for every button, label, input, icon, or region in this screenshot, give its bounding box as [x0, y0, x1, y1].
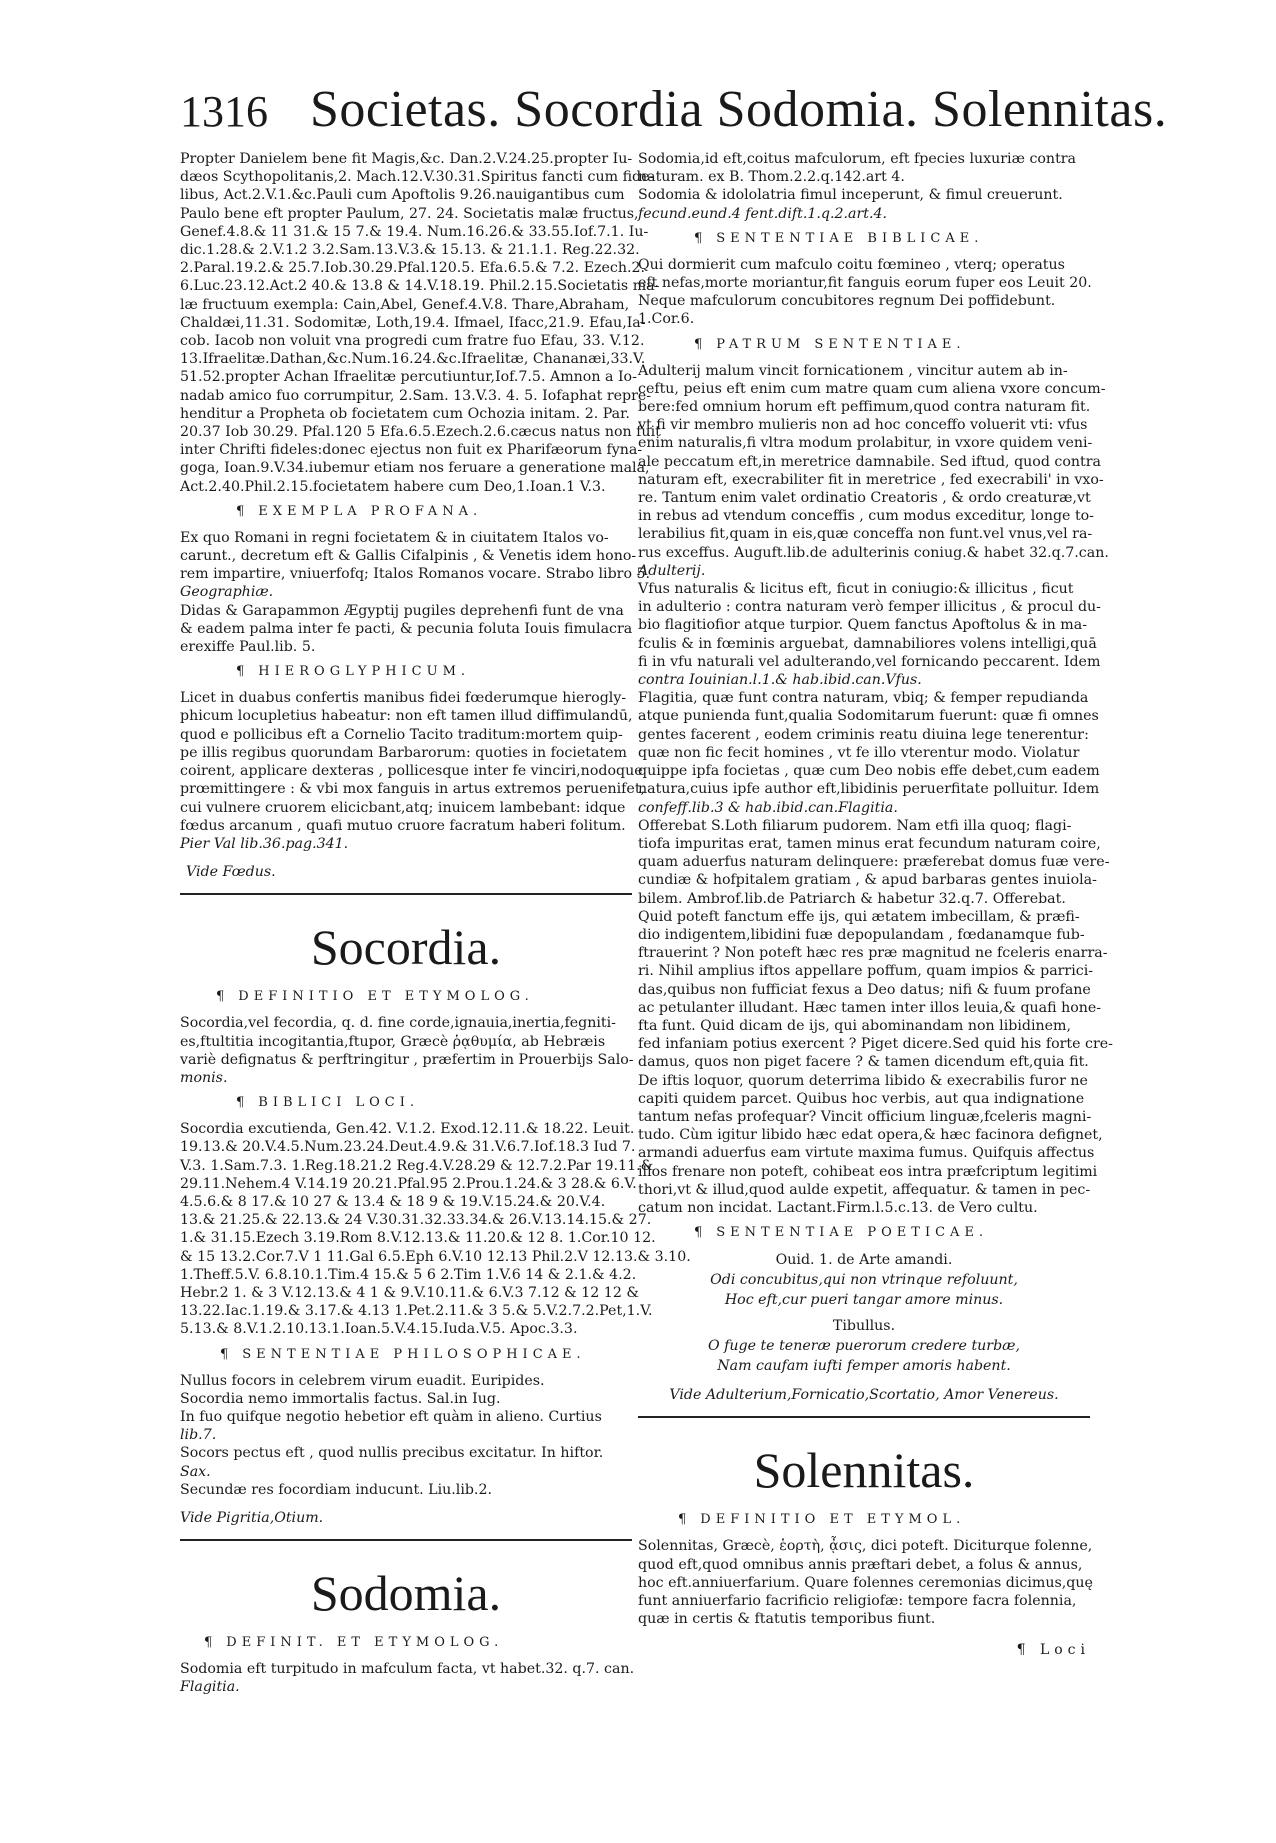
verse-line: O fuge te teneræ puerorum credere turbæ,: [707, 1338, 1021, 1355]
text-line: Socordia nemo immortalis factus. Sal.in Iug.: [180, 1390, 501, 1407]
text-line: funt anniuerfario facrificio religiofæ: tempore facra folennia,: [638, 1592, 1077, 1609]
biblici-loci-text: [180, 1120, 691, 1338]
section-heading: ¶ HIEROGLYPHICUM.: [236, 664, 471, 680]
philosophicae-text: [180, 1372, 632, 1499]
text-line: Sodomia eft turpitudo in mafculum facta, vt habet.32. q.7. can.: [180, 1661, 635, 1678]
text-line: læ fructuum exempla: Cain,Abel, Genef.4.V.8. Thare,Abraham,: [180, 296, 630, 313]
text-line: & eadem palma inter fe pacti, & pecunia foluta Iouis fimulacra: [180, 620, 633, 637]
text-line: Adulterij malum vincit fornicationem , vincitur autem ab in-: [638, 362, 1068, 379]
text-line: catum non incidat. Lactant.Firm.l.5.c.13. de Vero cultu.: [638, 1199, 1038, 1216]
verse-line: Hoc eft,cur pueri tangar amore minus.: [724, 1292, 1004, 1309]
text-line: ale peccatum eft,in meretrice damnabile. Sed iftud, quod contra: [638, 453, 1101, 470]
text-line: damus, quos non piget facere ? & tamen dicendum eft,quia fit.: [638, 1054, 1089, 1071]
text-line: rem impartire, vniuerfofq; Italos Romanos vocare. Strabo libro 5.: [180, 566, 651, 583]
page-header: [180, 80, 1168, 150]
section-heading: ¶ BIBLICI LOCI.: [236, 1095, 420, 1111]
text-line: fed infaniam potius exercent ? Piget dicere.Sed quid his forte cre-: [638, 1036, 1113, 1053]
text-line: Offerebat S.Loth filiarum pudorem. Nam etfi illa quoq; flagi-: [638, 817, 1072, 834]
text-line: pe illis regibus quorundam Barbarorum: quoties in focietatem: [180, 744, 628, 761]
section-rule: [638, 1416, 1090, 1418]
text-line: ftrauerint ? Non poteft hæc res præ magnitud ne fceleris enarra-: [638, 945, 1108, 962]
text-line: ri. Nihil amplius iftos appellare poffum, quam impios & parrici-: [638, 963, 1094, 980]
text-line: quod eft,quod omnibus annis præftari debet, a folus & annus,: [638, 1556, 1083, 1573]
text-line: 51.52.propter Achan Ifraelitæ percutiuntur,Iof.7.5. Amnon a Io-: [180, 369, 637, 386]
pilcrow-icon: ¶: [220, 1346, 229, 1362]
pilcrow-icon: ¶: [236, 503, 245, 519]
text-line: In fuo quifque negotio hebetior eft quàm in alieno. Curtius: [180, 1408, 602, 1425]
text-line: libus, Act.2.V.1.&c.Pauli cum Apoftolis 9.26.nauigantibus cum: [180, 187, 625, 204]
right-column: [638, 150, 1113, 1668]
patrum-text: [638, 362, 1113, 1218]
text-line: coirent, applicare dexteras , pollicesque inter fe vinciri,nodoque: [180, 763, 643, 780]
section-title: Sodomia.: [310, 1565, 502, 1622]
section-heading: ¶ DEFINITIO ET ETYMOLOG.: [216, 989, 534, 1005]
text-line: 20.37 Iob 30.29. Pfal.120 5 Efa.6.5.Ezech.2.6.cæcus natus non fuit: [180, 424, 661, 441]
text-line: Sodomia & idololatria fimul inceperunt, & fimul creuerunt.: [638, 187, 1063, 204]
text-line: De iftis loquor, quorum deterrima libido & execrabilis furor ne: [638, 1072, 1088, 1089]
text-line: 6.Luc.23.12.Act.2 40.& 13.8 & 14.V.18.19. Phil.2.15.Societatis ma-: [180, 278, 660, 295]
text-line: Socordia,vel fecordia, q. d. fine corde,ignauia,inertia,fegniti-: [180, 1015, 616, 1032]
text-line: variè defignatus & perftringitur , præfertim in Prouerbijs Salo-: [180, 1051, 634, 1068]
section-heading: ¶ DEFINITIO ET ETYMOL.: [678, 1512, 966, 1528]
text-line: Sax.: [180, 1463, 211, 1480]
verse-line: Nam caufam iufti femper amoris habent.: [717, 1358, 1011, 1375]
text-line: 2.Paral.19.2.& 25.7.Iob.30.29.Pfal.120.5. Efa.6.5.& 7.2. Ezech.2.: [180, 260, 646, 277]
text-line: 13.& 21.25.& 22.13.& 24 V.30.31.32.33.34.& 26.V.13.14.15.& 27.: [180, 1212, 652, 1229]
pilcrow-icon: ¶: [1016, 1642, 1040, 1659]
text-line: Geographiæ.: [180, 584, 274, 601]
text-line: cob. Iacob non voluit vna progredi cum fratre fuo Efau, 33. V.12.: [180, 333, 645, 350]
text-line: bere:fed omnium horum eft peffimum,quod contra naturam fit.: [638, 399, 1091, 416]
text-line: ceftu, peius eft enim cum matre quam cum aliena vxore concum-: [638, 380, 1106, 397]
text-line: das,quibus non fufficiat fexus a Deo datus; nifi & fuum profane: [638, 981, 1091, 998]
text-line: natura,cuius ipfe author eft,libidinis peruerfitate polluitur. Idem: [638, 781, 1100, 798]
text-line: Act.2.40.Phil.2.15.focietatem habere cum Deo,1.Ioan.1 V.3.: [180, 478, 606, 495]
page-number: 1316: [180, 87, 268, 136]
text-line: in adulterio : contra naturam verò femper illicitus , & procul du-: [638, 599, 1101, 616]
pilcrow-icon: ¶: [236, 664, 245, 680]
text-line: 5.13.& 8.V.1.2.10.13.1.Ioan.5.V.4.15.Iuda.V.5. Apoc.3.3.: [180, 1321, 578, 1338]
text-line: quod e pollicibus eft a Cornelio Tacito traditum:mortem quip-: [180, 726, 623, 743]
text-line: Flagitia, quæ funt contra naturam, vbiq; & femper repudianda: [638, 690, 1089, 707]
text-line: tantum nefas profequar? Vincit officium linguæ,fceleris magni-: [638, 1108, 1092, 1125]
text-line: ac petulanter illudant. Hæc tamen inter illos leuia,& quafi hone-: [638, 999, 1102, 1016]
text-line: Ex quo Romani in regni focietatem & in ciuitatem Italos vo-: [180, 529, 609, 546]
text-line: goga, Ioan.9.V.34.iubemur etiam nos feruare a generatione mala,: [180, 460, 650, 477]
text-line: Genef.4.8.& 11 31.& 15 7.& 19.4. Num.16.26.& 33.55.Iof.7.1. Iu-: [180, 223, 649, 240]
text-line: illos frenare non poteft, cohibeat eos intra præfcriptum legitimi: [638, 1163, 1098, 1180]
text-line: tiofa impuritas erat, tamen minus erat fecundum naturam coire,: [638, 835, 1101, 852]
text-line: 1.Theff.5.V. 6.8.10.1.Tim.4 15.& 5 6 2.Tim 1.V.6 14 & 2.1.& 4.2.: [180, 1266, 637, 1283]
sodomia-continued-text: [638, 150, 1090, 223]
text-line: fœdus arcanum , quafi mutuo cruore facratum haberi folitum.: [180, 817, 626, 834]
text-line: 19.13.& 20.V.4.5.Num.23.24.Deut.4.9.& 31.V.6.7.Iof.18.3 Iud 7.: [180, 1139, 636, 1156]
text-line: naturam. ex B. Thom.2.2.q.142.art 4.: [638, 169, 905, 186]
section-heading: ¶ DEFINIT. ET ETYMOLOG.: [204, 1635, 504, 1651]
text-line: confeff.lib.3 & hab.ibid.can.Flagitia.: [638, 799, 898, 816]
socordia-definition-text: [180, 1014, 632, 1087]
text-line: 13.Ifraelitæ.Dathan,&c.Num.16.24.&c.Ifraelitæ, Chananæi,33.V.: [180, 351, 646, 368]
societas-text: [180, 150, 661, 496]
pilcrow-icon: ¶: [694, 336, 703, 352]
text-line: Qui dormierit cum mafculo coitu fœmineo , vterq; operatus: [638, 256, 1065, 273]
text-line: naturam eft, execrabiliter fit in meretrice , fed execrabili' in vxo-: [638, 471, 1104, 488]
text-line: Socors pectus eft , quod nullis precibus excitatur. In hiftor.: [180, 1445, 604, 1462]
text-line: 4.5.6.& 8 17.& 10 27 & 13.4 & 18 9 & 19.V.15.24.& 20.V.4.: [180, 1193, 606, 1210]
ovid-reference: Ouid. 1. de Arte amandi.: [775, 1252, 953, 1269]
text-line: Didas & Garapammon Ægyptij pugiles deprehenfi funt de vna: [180, 602, 624, 619]
exempla-profana-text: [180, 529, 651, 656]
text-line: Hebr.2 1. & 3 V.12.13.& 4 1 & 9.V.10.11.& 6.V.3 7.12 & 12 12 &: [180, 1284, 640, 1301]
text-line: bio flagitiofior atque turpior. Quem fanctus Apoftolus & in ma-: [638, 617, 1088, 634]
text-line: Nullus focors in celebrem virum euadit. Euripides.: [180, 1372, 545, 1389]
text-line: armandi aduerfus eam virtute maxima fumus. Quifquis affectus: [638, 1145, 1095, 1162]
text-line: Pier Val lib.36.pag.341.: [180, 835, 349, 852]
section-rule: [180, 1539, 632, 1541]
text-line: 13.22.Iac.1.19.& 3.17.& 4.13 1.Pet.2.11.& 3 5.& 5.V.2.7.2.Pet,1.V.: [180, 1303, 653, 1320]
text-line: Secundæ res focordiam inducunt. Liu.lib.2.: [180, 1481, 492, 1498]
text-line: contra Iouinian.l.1.& hab.ibid.can.Vfus.: [638, 672, 922, 689]
text-line: Neque mafculorum concubitores regnum Dei poffidebunt.: [638, 293, 1056, 310]
verse-line: Odi concubitus,qui non vtrinque refoluunt,: [710, 1272, 1018, 1289]
cross-reference: Vide Pigritia,Otium.: [180, 1509, 324, 1526]
text-line: enim naturalis,fi vltra modum prolabitur, in vxore quidem veni-: [638, 435, 1093, 452]
section-title: Solennitas.: [753, 1442, 975, 1499]
text-line: vt fi vir membro mulieris non ad hoc conceffo voluerit vti: vfus: [638, 417, 1088, 434]
biblicae-text: [638, 256, 1090, 329]
hieroglyphicum-text: [180, 689, 646, 853]
section-heading: ¶ EXEMPLA PROFANA.: [236, 503, 483, 519]
text-line: quæ non fic fecit homines , vt fe illo vterentur modo. Violatur: [638, 744, 1080, 761]
text-line: gentes facerent , eodem criminis reatu diuina lege tenerentur:: [638, 726, 1089, 743]
pilcrow-icon: ¶: [694, 1225, 703, 1241]
text-line: fecund.eund.4 fent.dift.1.q.2.art.4.: [638, 205, 887, 222]
text-line: quam aduerfus naturam delinquere: præferebat domus fuæ vere-: [638, 854, 1110, 871]
text-line: dio indigentem,libidini fuæ depopulandam , fœdanamque fub-: [638, 926, 1085, 943]
text-line: Vfus naturalis & licitus eft, ficut in coniugio:& illicitus , ficut: [638, 581, 1074, 598]
text-line: hoc eft.anniuerfarium. Quare folennes ceremonias dicimus,quę: [638, 1574, 1093, 1591]
text-line: Flagitia.: [180, 1679, 240, 1696]
solennitas-definition-text: [638, 1537, 1093, 1628]
text-line: phicum locupletius habeatur: non eft tamen illud diffimulandū,: [180, 708, 633, 725]
pilcrow-icon: ¶: [678, 1512, 687, 1528]
text-line: inter Chrifti fideles:donec ejectus non fuit ex Pharifæorum fyna-: [180, 442, 643, 459]
text-line: prœmittingere : & vbi mox fanguis in artus extremos peruenifet,: [180, 781, 646, 798]
sodomia-definition-text: [180, 1660, 635, 1696]
text-line: monis.: [180, 1069, 228, 1086]
section-heading: ¶ SENTENTIAE POETICAE.: [694, 1225, 989, 1241]
text-line: dæos Scythopolitanis,2. Mach.12.V.30.31.Spiritus fancti cum fide-: [180, 169, 655, 186]
text-line: fculis & in fœminis arguebat, damnabiliores volens intelligi,quā: [638, 635, 1097, 652]
text-line: Quid poteft fanctum effe ijs, qui ætatem imbecillam, & præfi-: [638, 908, 1080, 925]
text-line: Adulterij.: [638, 562, 706, 579]
text-line: V.3. 1.Sam.7.3. 1.Reg.18.21.2 Reg.4.V.28.29 & 12.7.2.Par 19.11.&: [180, 1157, 654, 1174]
text-line: Chaldæi,11.31. Sodomitæ, Loth,19.4. Ifmael, Ifacc,21.9. Efau,Ia-: [180, 314, 646, 331]
text-line: cui vulnere cruorem elicicbant,atq; inuicem lambebant: idque: [180, 799, 626, 816]
text-line: & 15 13.2.Cor.7.V 1 11.Gal 6.5.Eph 6.V.10 12.13 Phil.2.V 12.13.& 3.10.: [180, 1248, 691, 1265]
section-title: Socordia.: [310, 919, 502, 976]
cross-reference: Vide Fœdus.: [186, 864, 276, 881]
text-line: eft nefas,morte moriantur,fit fanguis eorum fuper eos Leuit 20.: [638, 275, 1092, 292]
cross-reference: Vide Adulterium,Fornicatio,Scortatio, Amor Venereus.: [669, 1387, 1059, 1404]
text-line: tudo. Cùm igitur libido hæc edat opera,& hæc facinora defignet,: [638, 1127, 1103, 1144]
text-line: fi in vfu naturali vel adulterando,vel fornicando peccarent. Idem: [638, 653, 1101, 670]
text-line: in rebus ad vtendum conceffis , cum modus exceditur, longe to-: [638, 508, 1094, 525]
text-line: Socordia excutienda, Gen.42. V.1.2. Exod.12.11.& 18.22. Leuit.: [180, 1121, 635, 1138]
text-line: erexiffe Paul.lib. 5.: [180, 639, 316, 656]
tibullus-reference: Tibullus.: [832, 1318, 896, 1335]
text-line: es,ftultitia incogitantia,ftupor, Græcè ῥᾳθυμία, ab Hebræis: [180, 1033, 606, 1050]
section-heading: ¶ SENTENTIAE BIBLICAE.: [694, 230, 984, 246]
text-line: henditur a Propheta ob focietatem cum Ochozia initam. 2. Par.: [180, 405, 630, 422]
pilcrow-icon: ¶: [236, 1095, 245, 1111]
text-line: cundiæ & hofpitalem gratiam , & apud barbaras gentes inuiola-: [638, 872, 1097, 889]
text-line: Licet in duabus confertis manibus fidei fœderumque hierogly-: [180, 690, 627, 707]
text-line: re. Tantum enim valet ordinatio Creatoris , & ordo creaturæ,vt: [638, 490, 1091, 507]
text-line: Solennitas, Græcè, ἑορτὴ, ᾆσις, dici poteft. Diciturque folenne,: [638, 1538, 1093, 1555]
text-line: Sodomia,id eft,coitus mafculorum, eft fpecies luxuriæ contra: [638, 151, 1077, 167]
text-line: quippe ipfa focietas , quæ cum Deo nobis effe debet,cum eadem: [638, 763, 1100, 780]
pilcrow-icon: ¶: [216, 989, 225, 1005]
section-heading: ¶ SENTENTIAE PHILOSOPHICAE.: [220, 1346, 586, 1362]
running-title: Societas. Socordia Sodomia. Solennitas.: [310, 81, 1168, 138]
section-heading: ¶ PATRUM SENTENTIAE.: [694, 336, 966, 352]
text-line: rus exceffus. Auguft.lib.de adulterinis coniug.& habet 32.q.7.can.: [638, 544, 1109, 561]
section-rule: [180, 893, 632, 895]
text-line: quæ in certis & ftatutis temporibus fiunt.: [638, 1611, 936, 1628]
text-line: atque punienda funt,qualia Sodomitarum fuerunt: quæ fi omnes: [638, 708, 1099, 725]
catchword: ¶ Loci: [1016, 1642, 1090, 1659]
text-line: carunt., decretum eft & Gallis Cifalpinis , & Venetis idem hono-: [180, 548, 637, 565]
text-line: 29.11.Nehem.4 V.14.19 20.21.Pfal.95 2.Prou.1.24.& 3 28.& 6.V.: [180, 1175, 637, 1192]
pilcrow-icon: ¶: [694, 230, 703, 246]
text-line: thori,vt & illud,quod aulde expetit, affequatur. & tamen in pec-: [638, 1181, 1091, 1198]
text-line: capiti quidem parcet. Quibus hoc verbis, aut qua indignatione: [638, 1090, 1085, 1107]
text-line: lib.7.: [180, 1427, 217, 1444]
text-line: Paulo bene eft propter Paulum, 27. 24. Societatis malæ fructus,: [180, 205, 639, 222]
pilcrow-icon: ¶: [204, 1635, 213, 1651]
text-line: nadab amico fuo corrumpitur, 2.Sam. 13.V.3. 4. 5. Iofaphat repre-: [180, 387, 652, 404]
text-line: fta funt. Quid dicam de ijs, qui abominandam non libidinem,: [638, 1017, 1071, 1034]
text-line: Propter Danielem bene fit Magis,&c. Dan.2.V.24.25.propter Iu-: [180, 151, 633, 167]
text-line: 1.& 31.15.Ezech 3.19.Rom 8.V.12.13.& 11.20.& 12 8. 1.Cor.10 12.: [180, 1230, 656, 1247]
text-line: lerabilius fit,quam in eis,quæ conceffa non funt.vel vnus,vel ra-: [638, 526, 1093, 543]
text-line: 1.Cor.6.: [638, 311, 695, 328]
text-line: bilem. Ambrof.lib.de Patriarch & habetur 32.q.7. Offerebat.: [638, 890, 1066, 907]
text-line: dic.1.28.& 2.V.1.2 3.2.Sam.13.V.3.& 15.13. & 21.1.1. Reg.22.32.: [180, 242, 640, 259]
